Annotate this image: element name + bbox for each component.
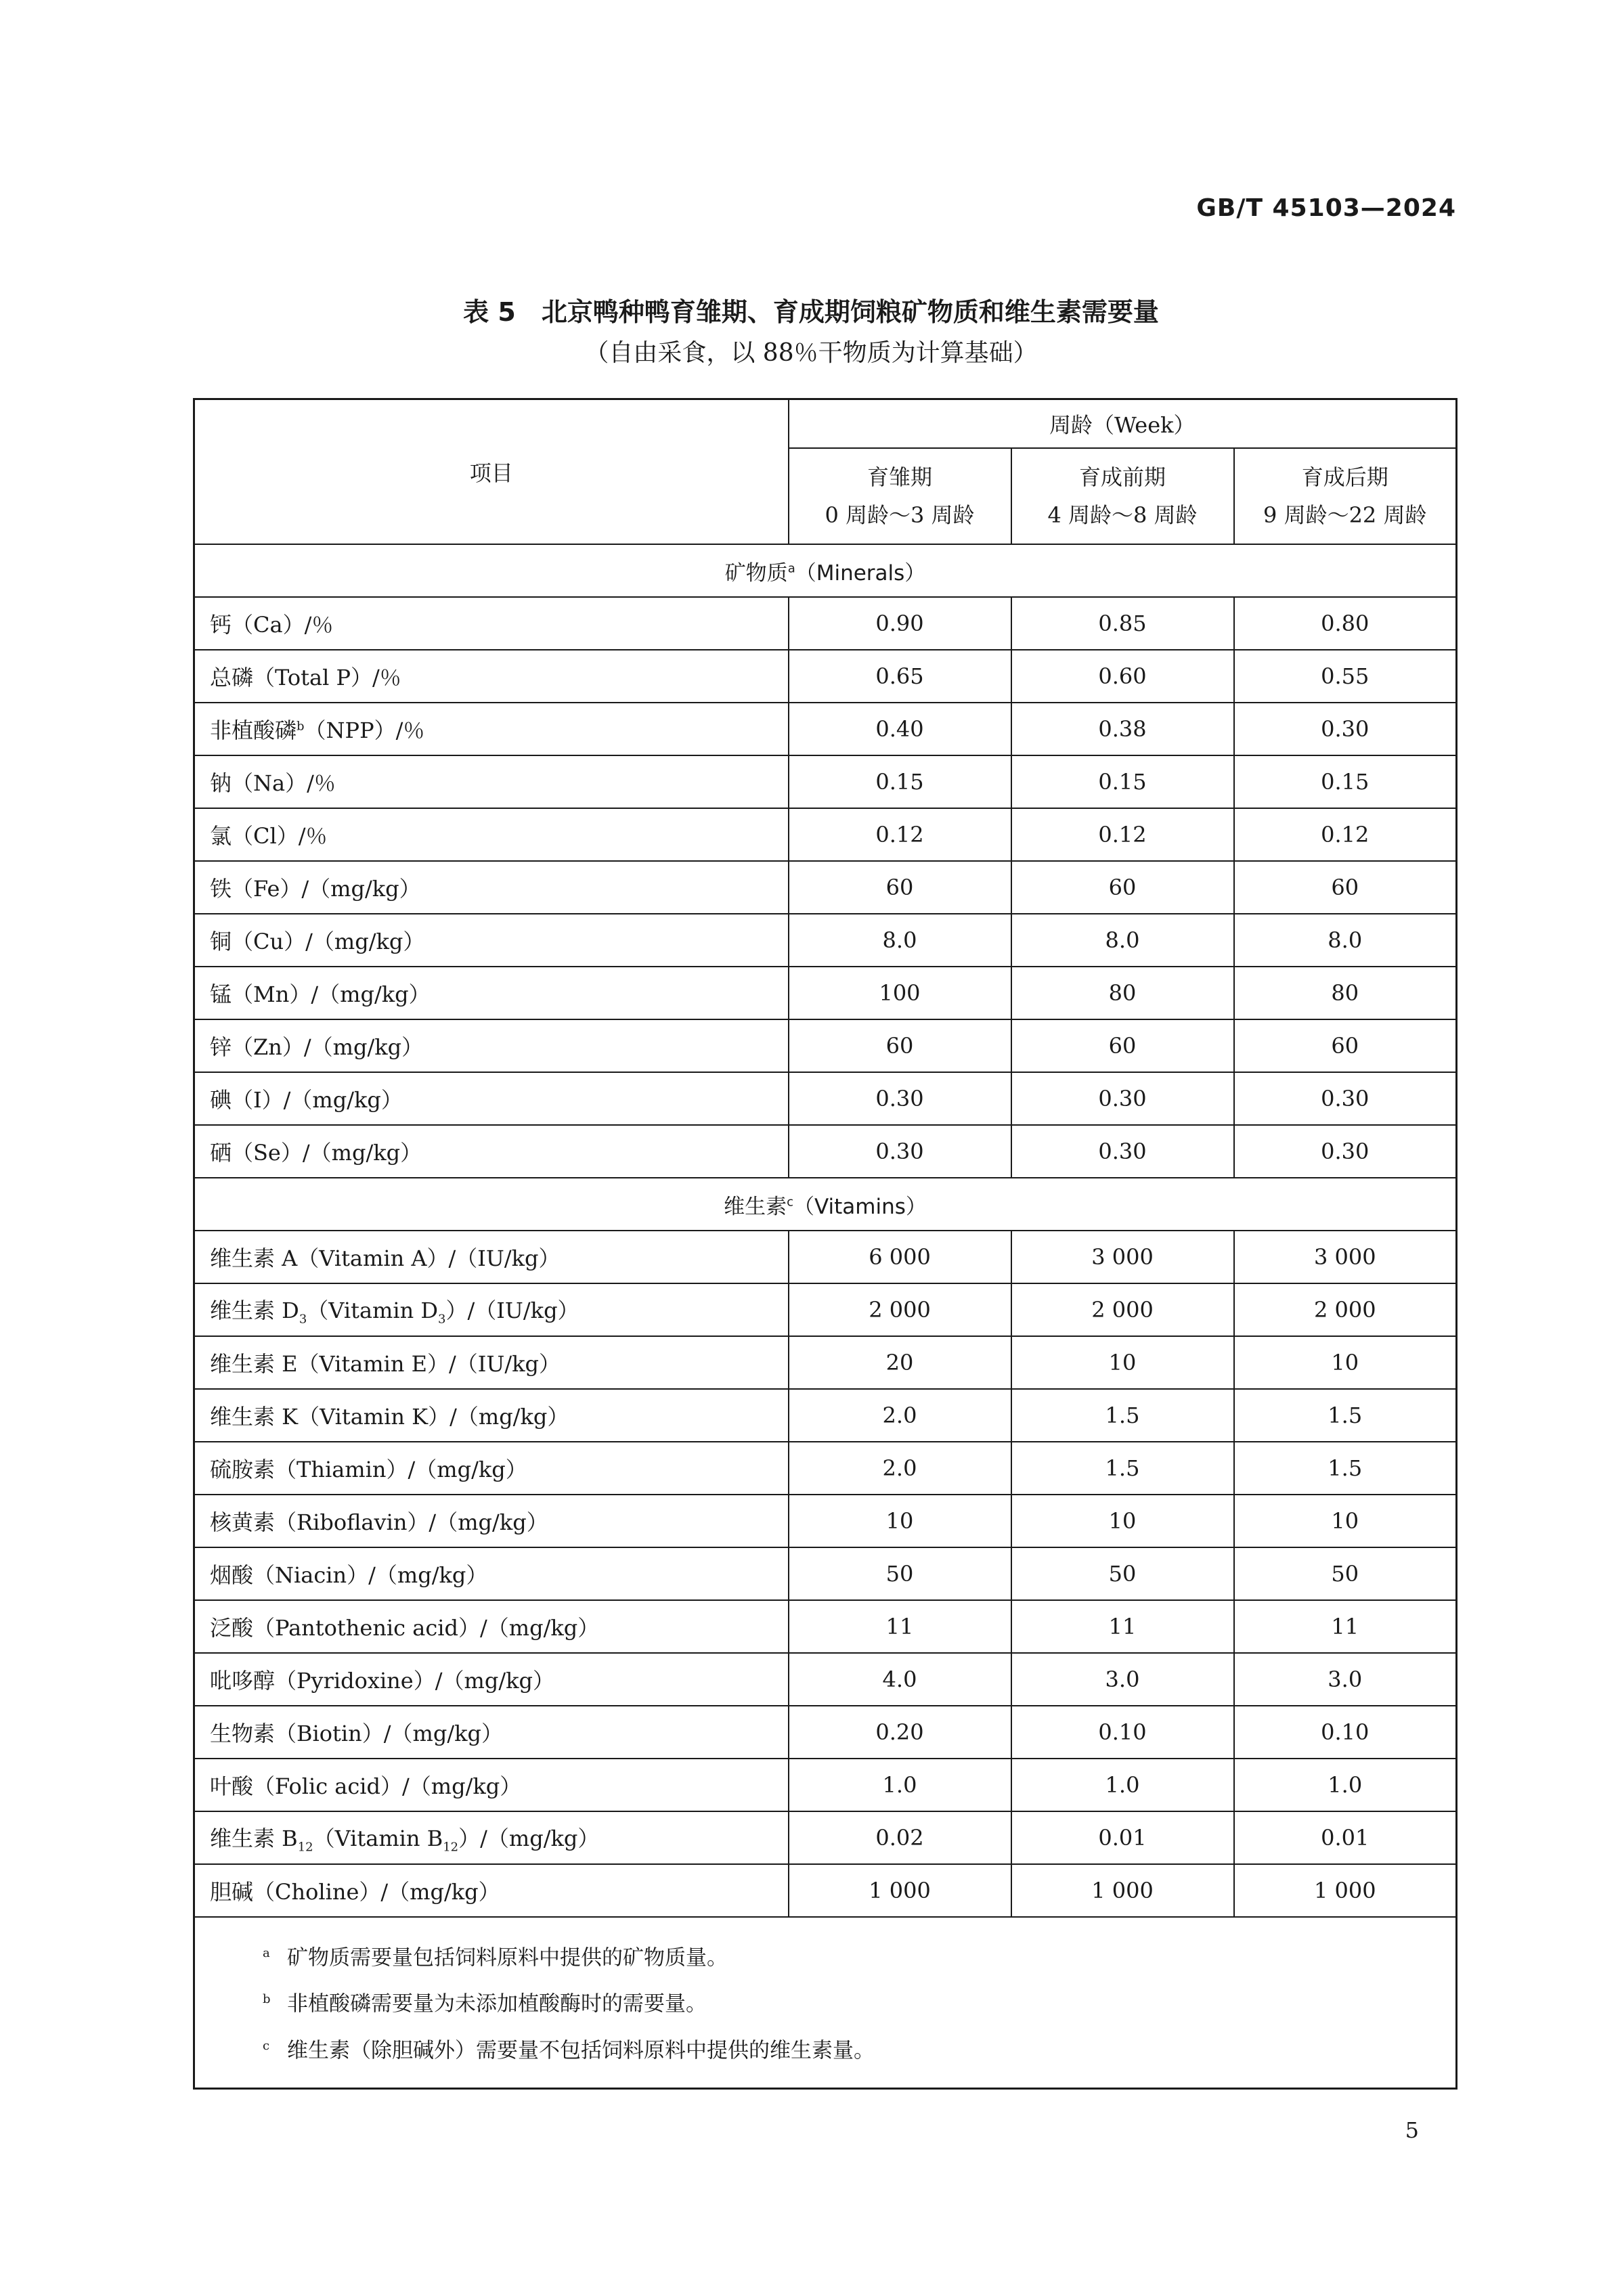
label-text: （Vitamin B <box>313 1825 443 1851</box>
value-cell: 0.30 <box>1234 1125 1457 1178</box>
footnote-mark: a <box>787 561 795 576</box>
value-cell: 1.5 <box>1011 1389 1234 1442</box>
section-label: 维生素 <box>724 1194 787 1219</box>
footnote-mark: c <box>263 2038 270 2053</box>
footnote-mark: b <box>263 1992 271 2007</box>
value-cell: 2 000 <box>1011 1283 1234 1336</box>
value-cell: 80 <box>1234 967 1457 1019</box>
footnote-mark: c <box>787 1195 793 1210</box>
footnote <box>263 1979 1455 2025</box>
value-cell: 0.80 <box>1234 597 1457 650</box>
table-subtitle: （自由采食，以 88％干物质为计算基础） <box>584 339 1038 367</box>
value-cell: 0.60 <box>1011 650 1234 703</box>
value-cell: 8.0 <box>789 914 1011 967</box>
stage-range: 9 周龄～22 周龄 <box>1263 502 1427 528</box>
table-row <box>194 1231 1457 1283</box>
subscript: 3 <box>438 1312 446 1327</box>
table-row <box>194 1706 1457 1759</box>
value-cell: 2 000 <box>1234 1283 1457 1336</box>
footnote-text: 矿物质需要量包括饲料原料中提供的矿物质量。 <box>287 1945 728 1970</box>
value-cell: 2.0 <box>789 1389 1011 1442</box>
value-cell: 1 000 <box>789 1864 1011 1917</box>
value-cell: 2.0 <box>789 1442 1011 1495</box>
footnote <box>263 1933 1455 1979</box>
table-row <box>194 1125 1457 1178</box>
row-label: 硒（Se）/（mg/kg） <box>194 1125 789 1178</box>
value-cell: 11 <box>789 1600 1011 1653</box>
row-label: 钙（Ca）/％ <box>194 597 789 650</box>
table-row <box>194 650 1457 703</box>
value-cell: 0.30 <box>1011 1125 1234 1178</box>
value-cell: 1.5 <box>1234 1442 1457 1495</box>
value-cell: 20 <box>789 1336 1011 1389</box>
value-cell: 60 <box>1011 1019 1234 1072</box>
value-cell: 1 000 <box>1011 1864 1234 1917</box>
value-cell: 60 <box>789 1019 1011 1072</box>
stage-header <box>1234 448 1457 544</box>
table-row <box>194 1072 1457 1125</box>
footnote-text: 维生素（除胆碱外）需要量不包括饲料原料中提供的维生素量。 <box>287 2037 875 2062</box>
stage-name: 育成后期 <box>1301 464 1388 490</box>
section-label: 矿物质 <box>724 560 788 586</box>
table-row <box>194 1600 1457 1653</box>
table-row <box>194 1019 1457 1072</box>
row-label: 铁（Fe）/（mg/kg） <box>194 861 789 914</box>
value-cell: 0.30 <box>789 1125 1011 1178</box>
value-cell: 0.12 <box>1011 808 1234 861</box>
label-text: ）/（mg/kg） <box>458 1825 600 1851</box>
row-label: 硫胺素（Thiamin）/（mg/kg） <box>194 1442 789 1495</box>
value-cell: 8.0 <box>1234 914 1457 967</box>
value-cell: 50 <box>789 1547 1011 1600</box>
value-cell: 0.65 <box>789 650 1011 703</box>
row-label: 碘（I）/（mg/kg） <box>194 1072 789 1125</box>
row-label: 锌（Zn）/（mg/kg） <box>194 1019 789 1072</box>
value-cell: 0.20 <box>789 1706 1011 1759</box>
value-cell: 10 <box>1234 1495 1457 1547</box>
vitamins-section-heading <box>194 1178 1457 1231</box>
week-header: 周龄（Week） <box>789 399 1457 449</box>
table-row <box>194 914 1457 967</box>
table-row <box>194 1283 1457 1336</box>
table-row <box>194 1495 1457 1547</box>
label-text: ）/（IU/kg） <box>445 1297 579 1323</box>
footnotes <box>194 1917 1457 2088</box>
value-cell: 3 000 <box>1011 1231 1234 1283</box>
value-cell: 0.30 <box>1234 1072 1457 1125</box>
label-text: 维生素 B <box>210 1825 298 1851</box>
table-row <box>194 1811 1457 1864</box>
value-cell: 2 000 <box>789 1283 1011 1336</box>
stage-header <box>789 448 1011 544</box>
row-label <box>194 1283 789 1336</box>
table-row <box>194 1442 1457 1495</box>
section-label-en: （Vitamins） <box>793 1194 927 1219</box>
value-cell: 11 <box>1234 1600 1457 1653</box>
row-label: 烟酸（Niacin）/（mg/kg） <box>194 1547 789 1600</box>
value-cell: 0.85 <box>1011 597 1234 650</box>
value-cell: 50 <box>1234 1547 1457 1600</box>
table-row <box>194 808 1457 861</box>
value-cell: 0.30 <box>1234 703 1457 755</box>
value-cell: 1.0 <box>1011 1759 1234 1811</box>
row-label: 维生素 E（Vitamin E）/（IU/kg） <box>194 1336 789 1389</box>
value-cell: 1 000 <box>1234 1864 1457 1917</box>
stage-name: 育成前期 <box>1078 464 1166 490</box>
table-row <box>194 967 1457 1019</box>
row-label: 吡哆醇（Pyridoxine）/（mg/kg） <box>194 1653 789 1706</box>
value-cell: 0.40 <box>789 703 1011 755</box>
value-cell: 0.30 <box>1011 1072 1234 1125</box>
table-title: 表 5 北京鸭种鸭育雏期、育成期饲粮矿物质和维生素需要量 <box>463 297 1159 327</box>
value-cell: 10 <box>1011 1336 1234 1389</box>
table-row <box>194 861 1457 914</box>
table-row <box>194 1389 1457 1442</box>
value-cell: 80 <box>1011 967 1234 1019</box>
row-label <box>194 1811 789 1864</box>
row-label: 核黄素（Riboflavin）/（mg/kg） <box>194 1495 789 1547</box>
value-cell: 0.90 <box>789 597 1011 650</box>
vitamins-section-row <box>194 1178 1457 1231</box>
table-row <box>194 1864 1457 1917</box>
value-cell: 0.01 <box>1011 1811 1234 1864</box>
notes-row <box>194 1917 1457 2088</box>
stage-header <box>1011 448 1234 544</box>
value-cell: 100 <box>789 967 1011 1019</box>
row-label: 钠（Na）/％ <box>194 755 789 808</box>
value-cell: 0.12 <box>1234 808 1457 861</box>
minerals-section-heading <box>194 544 1457 597</box>
value-cell: 1.5 <box>1234 1389 1457 1442</box>
table-row <box>194 597 1457 650</box>
subscript: 3 <box>299 1312 307 1327</box>
table-row <box>194 1759 1457 1811</box>
value-cell: 0.38 <box>1011 703 1234 755</box>
row-label: 叶酸（Folic acid）/（mg/kg） <box>194 1759 789 1811</box>
table-row <box>194 755 1457 808</box>
value-cell: 0.15 <box>789 755 1011 808</box>
table-row <box>194 703 1457 755</box>
stage-range: 4 周龄～8 周龄 <box>1047 502 1198 528</box>
table-row <box>194 1653 1457 1706</box>
value-cell: 11 <box>1011 1600 1234 1653</box>
row-label: 维生素 K（Vitamin K）/（mg/kg） <box>194 1389 789 1442</box>
stage-name: 育雏期 <box>867 464 932 490</box>
subscript: 12 <box>443 1840 459 1855</box>
label-text: （Vitamin D <box>307 1297 439 1323</box>
value-cell: 0.10 <box>1234 1706 1457 1759</box>
value-cell: 0.12 <box>789 808 1011 861</box>
value-cell: 3 000 <box>1234 1231 1457 1283</box>
value-cell: 0.01 <box>1234 1811 1457 1864</box>
stage-range: 0 周龄～3 周龄 <box>825 502 975 528</box>
requirements-table <box>193 398 1457 2090</box>
row-label: 铜（Cu）/（mg/kg） <box>194 914 789 967</box>
row-label: 氯（Cl）/％ <box>194 808 789 861</box>
label-text: 非植酸磷 <box>210 718 297 743</box>
label-text: 维生素 D <box>210 1297 299 1323</box>
value-cell: 0.55 <box>1234 650 1457 703</box>
value-cell: 60 <box>789 861 1011 914</box>
value-cell: 1.0 <box>789 1759 1011 1811</box>
section-label-en: （Minerals） <box>795 560 926 586</box>
footnote-mark: b <box>297 719 305 734</box>
value-cell: 6 000 <box>789 1231 1011 1283</box>
row-label: 胆碱（Choline）/（mg/kg） <box>194 1864 789 1917</box>
value-cell: 10 <box>1011 1495 1234 1547</box>
value-cell: 0.10 <box>1011 1706 1234 1759</box>
label-text: （NPP）/％ <box>304 718 425 743</box>
table-row <box>194 1336 1457 1389</box>
page-number: 5 <box>1405 2117 1419 2143</box>
value-cell: 1.0 <box>1234 1759 1457 1811</box>
value-cell: 4.0 <box>789 1653 1011 1706</box>
row-label: 维生素 A（Vitamin A）/（IU/kg） <box>194 1231 789 1283</box>
table-row <box>194 1547 1457 1600</box>
value-cell: 10 <box>1234 1336 1457 1389</box>
footnote-text: 非植酸磷需要量为未添加植酸酶时的需要量。 <box>287 1991 707 2016</box>
value-cell: 0.15 <box>1234 755 1457 808</box>
value-cell: 60 <box>1011 861 1234 914</box>
row-label: 泛酸（Pantothenic acid）/（mg/kg） <box>194 1600 789 1653</box>
value-cell: 8.0 <box>1011 914 1234 967</box>
value-cell: 0.15 <box>1011 755 1234 808</box>
row-label: 总磷（Total P）/％ <box>194 650 789 703</box>
subscript: 12 <box>297 1840 313 1855</box>
minerals-section-row <box>194 544 1457 597</box>
value-cell: 50 <box>1011 1547 1234 1600</box>
row-label: 锰（Mn）/（mg/kg） <box>194 967 789 1019</box>
footnote-mark: a <box>263 1946 270 1960</box>
value-cell: 10 <box>789 1495 1011 1547</box>
value-cell: 3.0 <box>1234 1653 1457 1706</box>
value-cell: 60 <box>1234 1019 1457 1072</box>
value-cell: 1.5 <box>1011 1442 1234 1495</box>
value-cell: 0.02 <box>789 1811 1011 1864</box>
value-cell: 0.30 <box>789 1072 1011 1125</box>
row-label: 生物素（Biotin）/（mg/kg） <box>194 1706 789 1759</box>
row-label <box>194 703 789 755</box>
item-header: 项目 <box>194 399 789 545</box>
value-cell: 60 <box>1234 861 1457 914</box>
footnote <box>263 2025 1455 2071</box>
value-cell: 3.0 <box>1011 1653 1234 1706</box>
standard-code: GB/T 45103—2024 <box>1196 194 1456 222</box>
header-row-week <box>194 399 1457 449</box>
